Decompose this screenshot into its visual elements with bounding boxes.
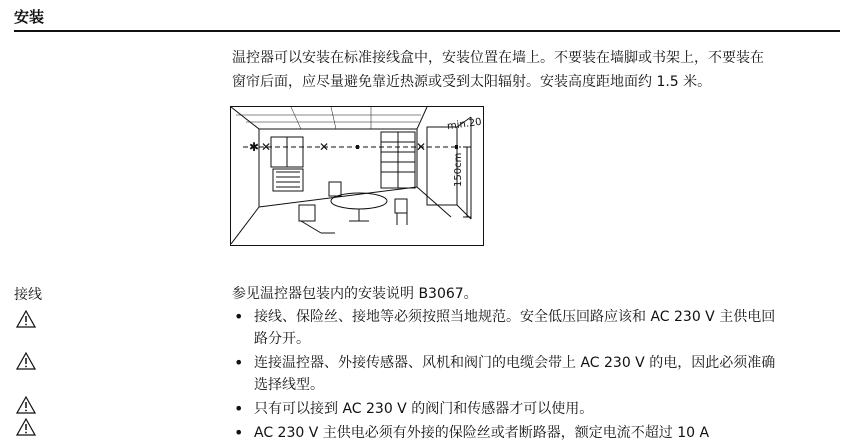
- min-distance-label: min.20: [446, 116, 483, 133]
- svg-text:✕: ✕: [261, 140, 272, 154]
- list-item: • 连接温控器、外接传感器、风机和阀门的电缆会带上 AC 230 V 的电，因此必须准确 选择线型。: [232, 352, 832, 396]
- wiring-bullet-list: [232, 306, 832, 446]
- list-item: • AC 230 V 主供电必须有外接的保险丝或者断路器，额定电流不超过 10 A: [232, 422, 832, 444]
- intro-paragraph: [232, 46, 832, 94]
- list-item: • 接线、保险丝、接地等必须按照当地规范。安全低压回路应该和 AC 230 V 主供电回 路分开。: [232, 306, 832, 350]
- height-label: 150cm: [453, 152, 464, 187]
- svg-text:✕: ✕: [319, 140, 330, 154]
- list-item: • 只有可以接到 AC 230 V 的阀门和传感器才可以使用。: [232, 398, 832, 420]
- installation-room-illustration: [230, 106, 484, 246]
- intro-line-1: 温控器可以安装在标准接线盒中，安装位置在墙上。不要装在墙脚或书架上，不要装在: [232, 50, 764, 66]
- section-title: 安装: [14, 8, 45, 26]
- warning-triangle-icon: [16, 396, 36, 414]
- room-drawing: [231, 107, 482, 244]
- svg-text:✕: ✕: [416, 140, 427, 154]
- warning-triangle-icon: [16, 310, 36, 328]
- wiring-reference: 参见温控器包装内的安装说明 B3067。: [232, 286, 478, 302]
- warning-triangle-icon: [16, 352, 36, 370]
- intro-line-2: 窗帘后面，应尽量避免靠近热源或受到太阳辐射。安装高度距地面约 1.5 米。: [232, 74, 712, 90]
- title-rule: [14, 30, 840, 32]
- warning-triangle-icon: [16, 418, 36, 436]
- wiring-heading: 接线: [14, 287, 42, 303]
- svg-text:✱: ✱: [249, 140, 260, 154]
